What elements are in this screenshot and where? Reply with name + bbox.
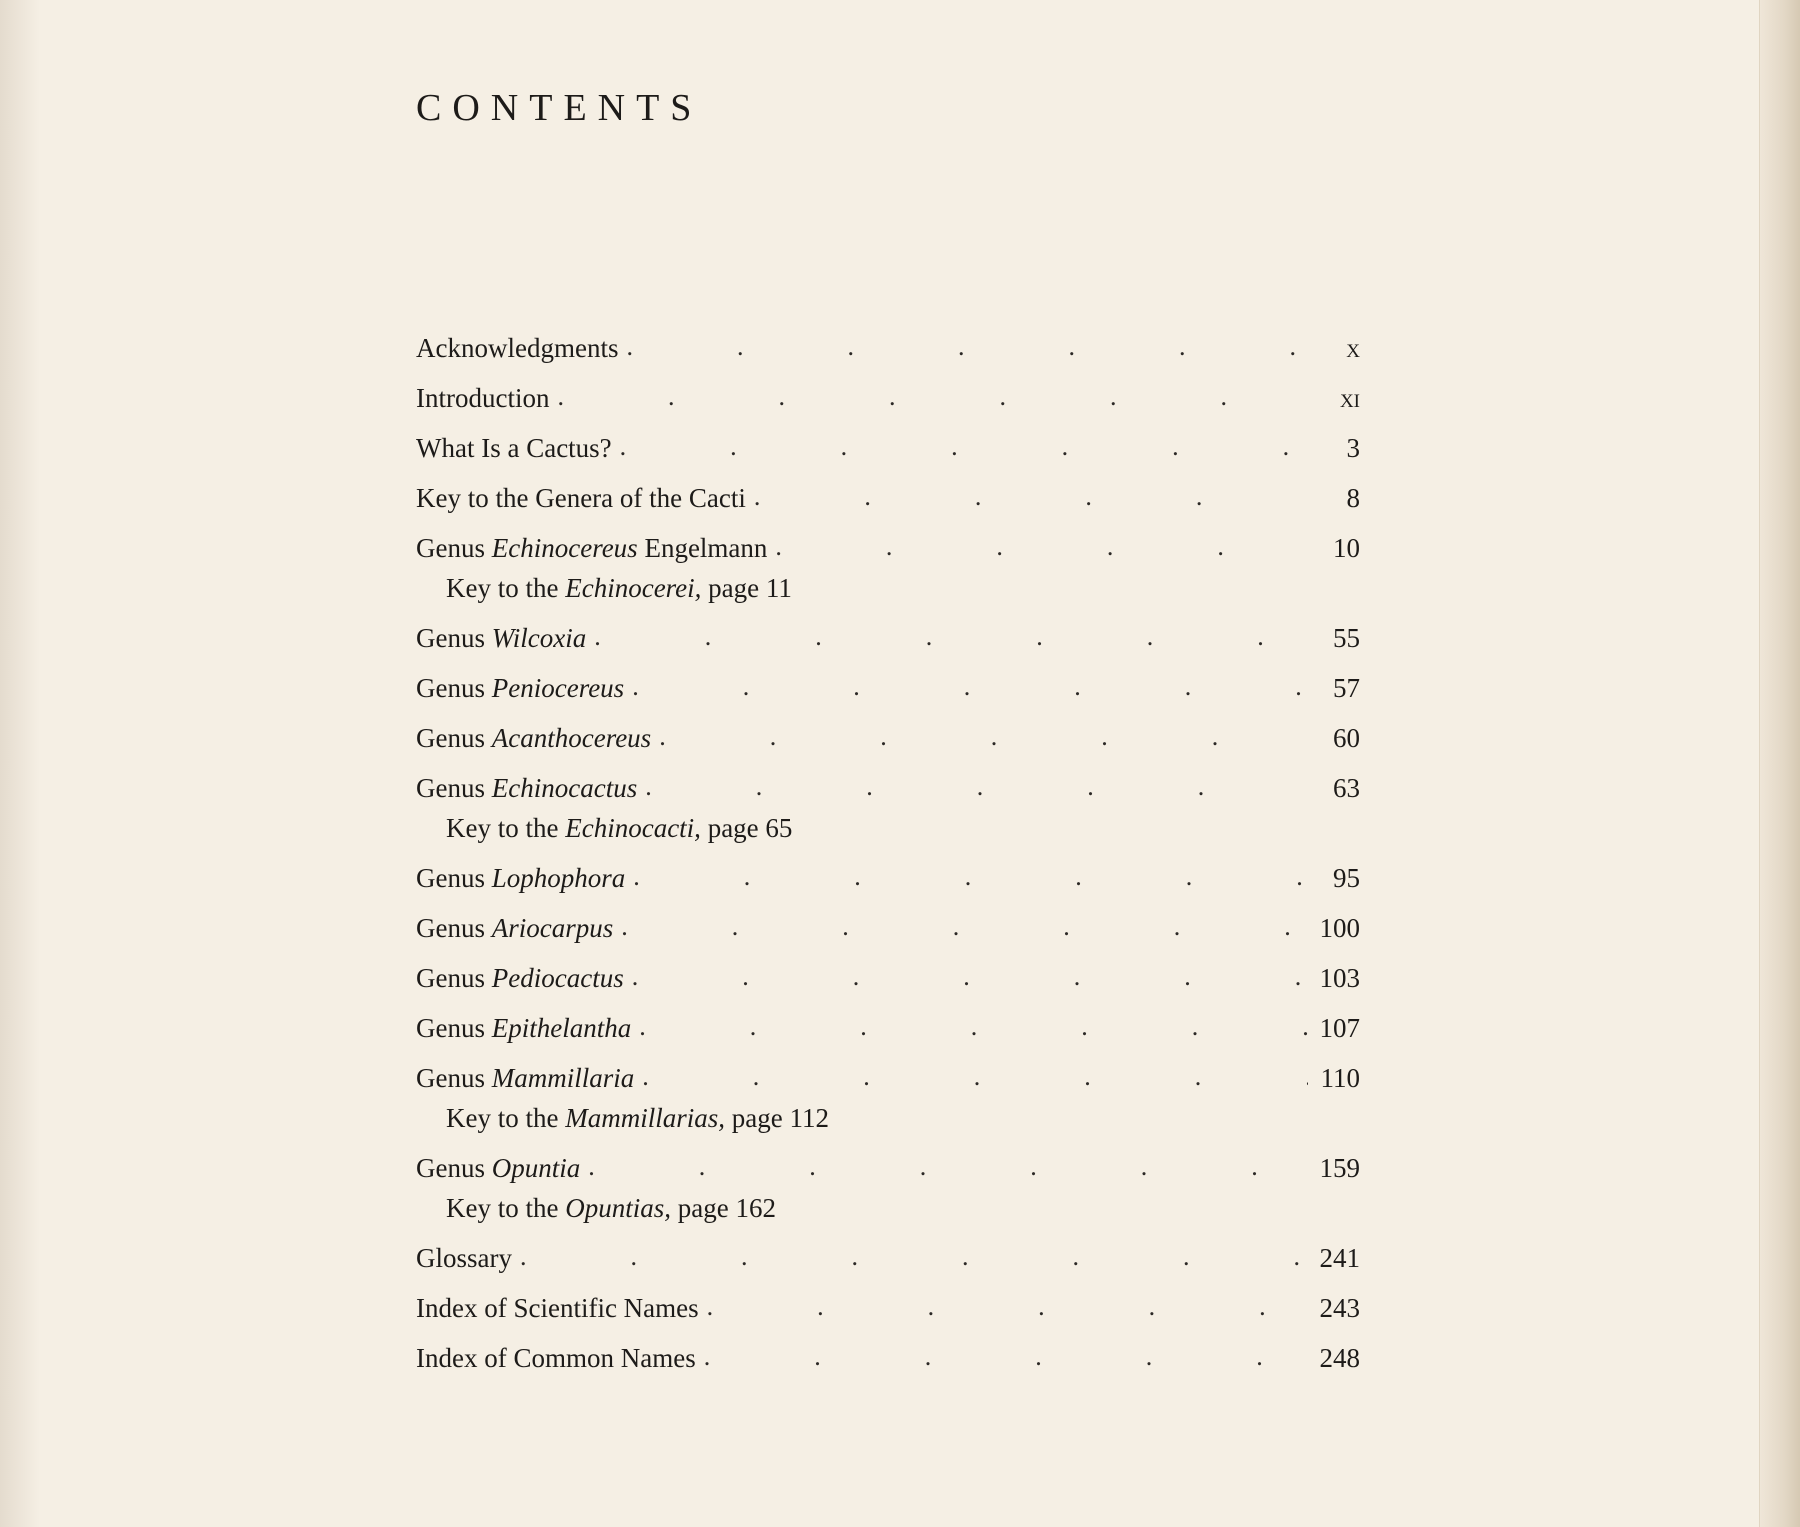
toc-entry	[416, 610, 1360, 660]
toc-entry-title-prefix: What Is a Cactus?	[416, 433, 612, 463]
toc-entry-title-prefix: Genus	[416, 533, 492, 563]
page-fore-edge	[1759, 0, 1800, 1527]
dot-leader	[626, 330, 1308, 363]
toc-subentry-suffix: page 162	[671, 1193, 776, 1223]
dot-leader	[775, 530, 1308, 563]
toc-entry-page-number: 57	[1333, 673, 1360, 703]
toc-subentry-prefix: Key to the	[446, 573, 566, 603]
toc-entry-title-prefix: Acknowledgments	[416, 333, 619, 363]
toc-entry-line	[416, 962, 1360, 994]
toc-entry-line	[416, 332, 1360, 364]
toc-entry	[416, 850, 1360, 900]
toc-entry-title-prefix: Genus	[416, 913, 492, 943]
toc-entry-title-italic: Ariocarpus	[491, 913, 614, 943]
toc-entry-page-number: 55	[1333, 623, 1360, 653]
toc-entry	[416, 1050, 1360, 1140]
toc-entry	[416, 420, 1360, 470]
toc-entry	[416, 710, 1360, 760]
toc-subentry-italic: Mammillarias,	[565, 1103, 725, 1133]
toc-subentry-italic: Opuntias,	[565, 1193, 671, 1223]
toc-entry-title	[416, 962, 632, 994]
dot-leader	[632, 960, 1308, 993]
toc-entry-title	[416, 1012, 639, 1044]
toc-entry-title	[416, 1062, 642, 1094]
dot-leader	[621, 910, 1308, 943]
toc-entry-title-italic: Mammillaria	[491, 1063, 635, 1093]
toc-entry-line	[416, 672, 1360, 704]
dot-leader	[659, 720, 1308, 753]
toc-entry-page-number: 241	[1319, 1243, 1360, 1273]
toc-entry-line	[416, 1012, 1360, 1044]
toc-entry-title-prefix: Index of Scientific Names	[416, 1293, 699, 1323]
toc-entry-title-prefix: Index of Common Names	[416, 1343, 696, 1373]
toc-entry-page-number: 63	[1333, 773, 1360, 803]
toc-entry	[416, 1140, 1360, 1230]
toc-entry	[416, 660, 1360, 710]
dot-leader	[633, 860, 1308, 893]
toc-subentry	[446, 1102, 829, 1134]
toc-entry-page-number: 95	[1333, 863, 1360, 893]
dot-leader	[520, 1240, 1308, 1273]
toc-entry-title	[416, 912, 621, 944]
toc-entry-title	[416, 1242, 520, 1274]
toc-entry-page-number: 243	[1319, 1293, 1360, 1323]
toc-entry-line	[416, 912, 1360, 944]
toc-entry	[416, 950, 1360, 1000]
toc-entry-title-prefix: Genus	[416, 1013, 492, 1043]
toc-entry-line	[416, 382, 1360, 414]
dot-leader	[594, 620, 1308, 653]
toc-entry-line	[416, 862, 1360, 894]
toc-entry-line	[416, 1062, 1360, 1094]
dot-leader	[642, 1060, 1308, 1093]
dot-leader	[645, 770, 1308, 803]
toc-entry-title	[416, 862, 633, 894]
toc-entry-title-prefix: Genus	[416, 1153, 492, 1183]
toc-entry	[416, 520, 1360, 610]
toc-entry-line	[416, 482, 1360, 514]
toc-entry	[416, 470, 1360, 520]
toc-entry	[416, 1330, 1360, 1380]
toc-entry-line	[416, 1152, 1360, 1184]
toc-subentry-prefix: Key to the	[446, 813, 566, 843]
toc-entry-page-number: 159	[1319, 1153, 1360, 1183]
toc-entry-page-number: xi	[1339, 383, 1360, 413]
toc-entry-page-number: 110	[1320, 1063, 1360, 1093]
toc-subentry-suffix: page 65	[700, 813, 793, 843]
dot-leader	[632, 670, 1308, 703]
toc-entry-title-suffix: Engelmann	[637, 533, 768, 563]
dot-leader	[557, 380, 1308, 413]
toc-entry-title	[416, 482, 754, 514]
toc-entry-title-prefix: Genus	[416, 673, 492, 703]
toc-entry-title	[416, 1292, 707, 1324]
toc-entry-title-italic: Pediocactus	[491, 963, 624, 993]
toc-entry-page-number: 248	[1319, 1343, 1360, 1373]
toc-entry-title-italic: Opuntia	[491, 1153, 581, 1183]
toc-entry-line	[416, 1292, 1360, 1324]
toc-entry-title-prefix: Introduction	[416, 383, 550, 413]
toc-entry-title-prefix: Genus	[416, 963, 492, 993]
toc-entry-page-number: 8	[1346, 483, 1360, 513]
toc-entry	[416, 1000, 1360, 1050]
toc-entry	[416, 320, 1360, 370]
toc-subentry-prefix: Key to the	[446, 1103, 566, 1133]
toc-entry-title-prefix: Genus	[416, 723, 492, 753]
toc-entry-title-italic: Peniocereus	[491, 673, 625, 703]
toc-entry-title	[416, 722, 659, 754]
toc-subentry-suffix: page 112	[725, 1103, 829, 1133]
toc-entry	[416, 900, 1360, 950]
toc-entry-title-prefix: Key to the Genera of the Cacti	[416, 483, 746, 513]
toc-entry-page-number: 3	[1346, 433, 1360, 463]
toc-entry-title	[416, 622, 594, 654]
toc-entry-title	[416, 672, 632, 704]
toc-entry-line	[416, 1342, 1360, 1374]
toc-entry-title-italic: Epithelantha	[491, 1013, 632, 1043]
toc-entry-line	[416, 432, 1360, 464]
toc-entry-title-prefix: Genus	[416, 1063, 492, 1093]
toc-entry-page-number: 100	[1319, 913, 1360, 943]
toc-entry-page-number: 103	[1319, 963, 1360, 993]
toc-entry	[416, 760, 1360, 850]
toc-entry	[416, 370, 1360, 420]
toc-entry-line	[416, 622, 1360, 654]
toc-entry-page-number: 60	[1333, 723, 1360, 753]
dot-leader	[639, 1010, 1308, 1043]
toc-entry-title-prefix: Genus	[416, 773, 492, 803]
dot-leader	[707, 1290, 1308, 1323]
toc-subentry	[446, 1192, 776, 1224]
page-title: CONTENTS	[416, 87, 703, 129]
toc-entry-title-prefix: Glossary	[416, 1243, 512, 1273]
dot-leader	[754, 480, 1308, 513]
table-of-contents	[416, 320, 1360, 1380]
toc-entry-title-italic: Acanthocereus	[491, 723, 652, 753]
toc-entry-title	[416, 432, 620, 464]
toc-entry-title	[416, 1342, 704, 1374]
toc-subentry-italic: Echinocacti,	[565, 813, 701, 843]
toc-subentry	[446, 812, 792, 844]
dot-leader	[588, 1150, 1308, 1183]
toc-entry-line	[416, 722, 1360, 754]
toc-entry-page-number: 10	[1333, 533, 1360, 563]
toc-entry-title-italic: Echinocereus	[491, 533, 638, 563]
toc-entry-line	[416, 1242, 1360, 1274]
toc-entry	[416, 1230, 1360, 1280]
toc-entry-title-prefix: Genus	[416, 863, 492, 893]
toc-entry-page-number: x	[1346, 333, 1360, 363]
dot-leader	[620, 430, 1308, 463]
toc-subentry-suffix: page 11	[701, 573, 792, 603]
toc-entry	[416, 1280, 1360, 1330]
toc-entry-title-italic: Lophophora	[491, 863, 626, 893]
toc-entry-title	[416, 382, 557, 414]
toc-subentry-italic: Echinocerei,	[565, 573, 702, 603]
toc-subentry-prefix: Key to the	[446, 1193, 566, 1223]
toc-entry-title-italic: Wilcoxia	[491, 623, 587, 653]
toc-entry-title	[416, 332, 626, 364]
dot-leader	[704, 1340, 1308, 1373]
toc-entry-title	[416, 1152, 588, 1184]
toc-entry-title	[416, 532, 775, 564]
toc-entry-line	[416, 772, 1360, 804]
toc-entry-title-italic: Echinocactus	[491, 773, 638, 803]
toc-entry-title	[416, 772, 645, 804]
toc-subentry	[446, 572, 792, 604]
toc-entry-page-number: 107	[1319, 1013, 1360, 1043]
toc-entry-title-prefix: Genus	[416, 623, 492, 653]
toc-entry-line	[416, 532, 1360, 564]
